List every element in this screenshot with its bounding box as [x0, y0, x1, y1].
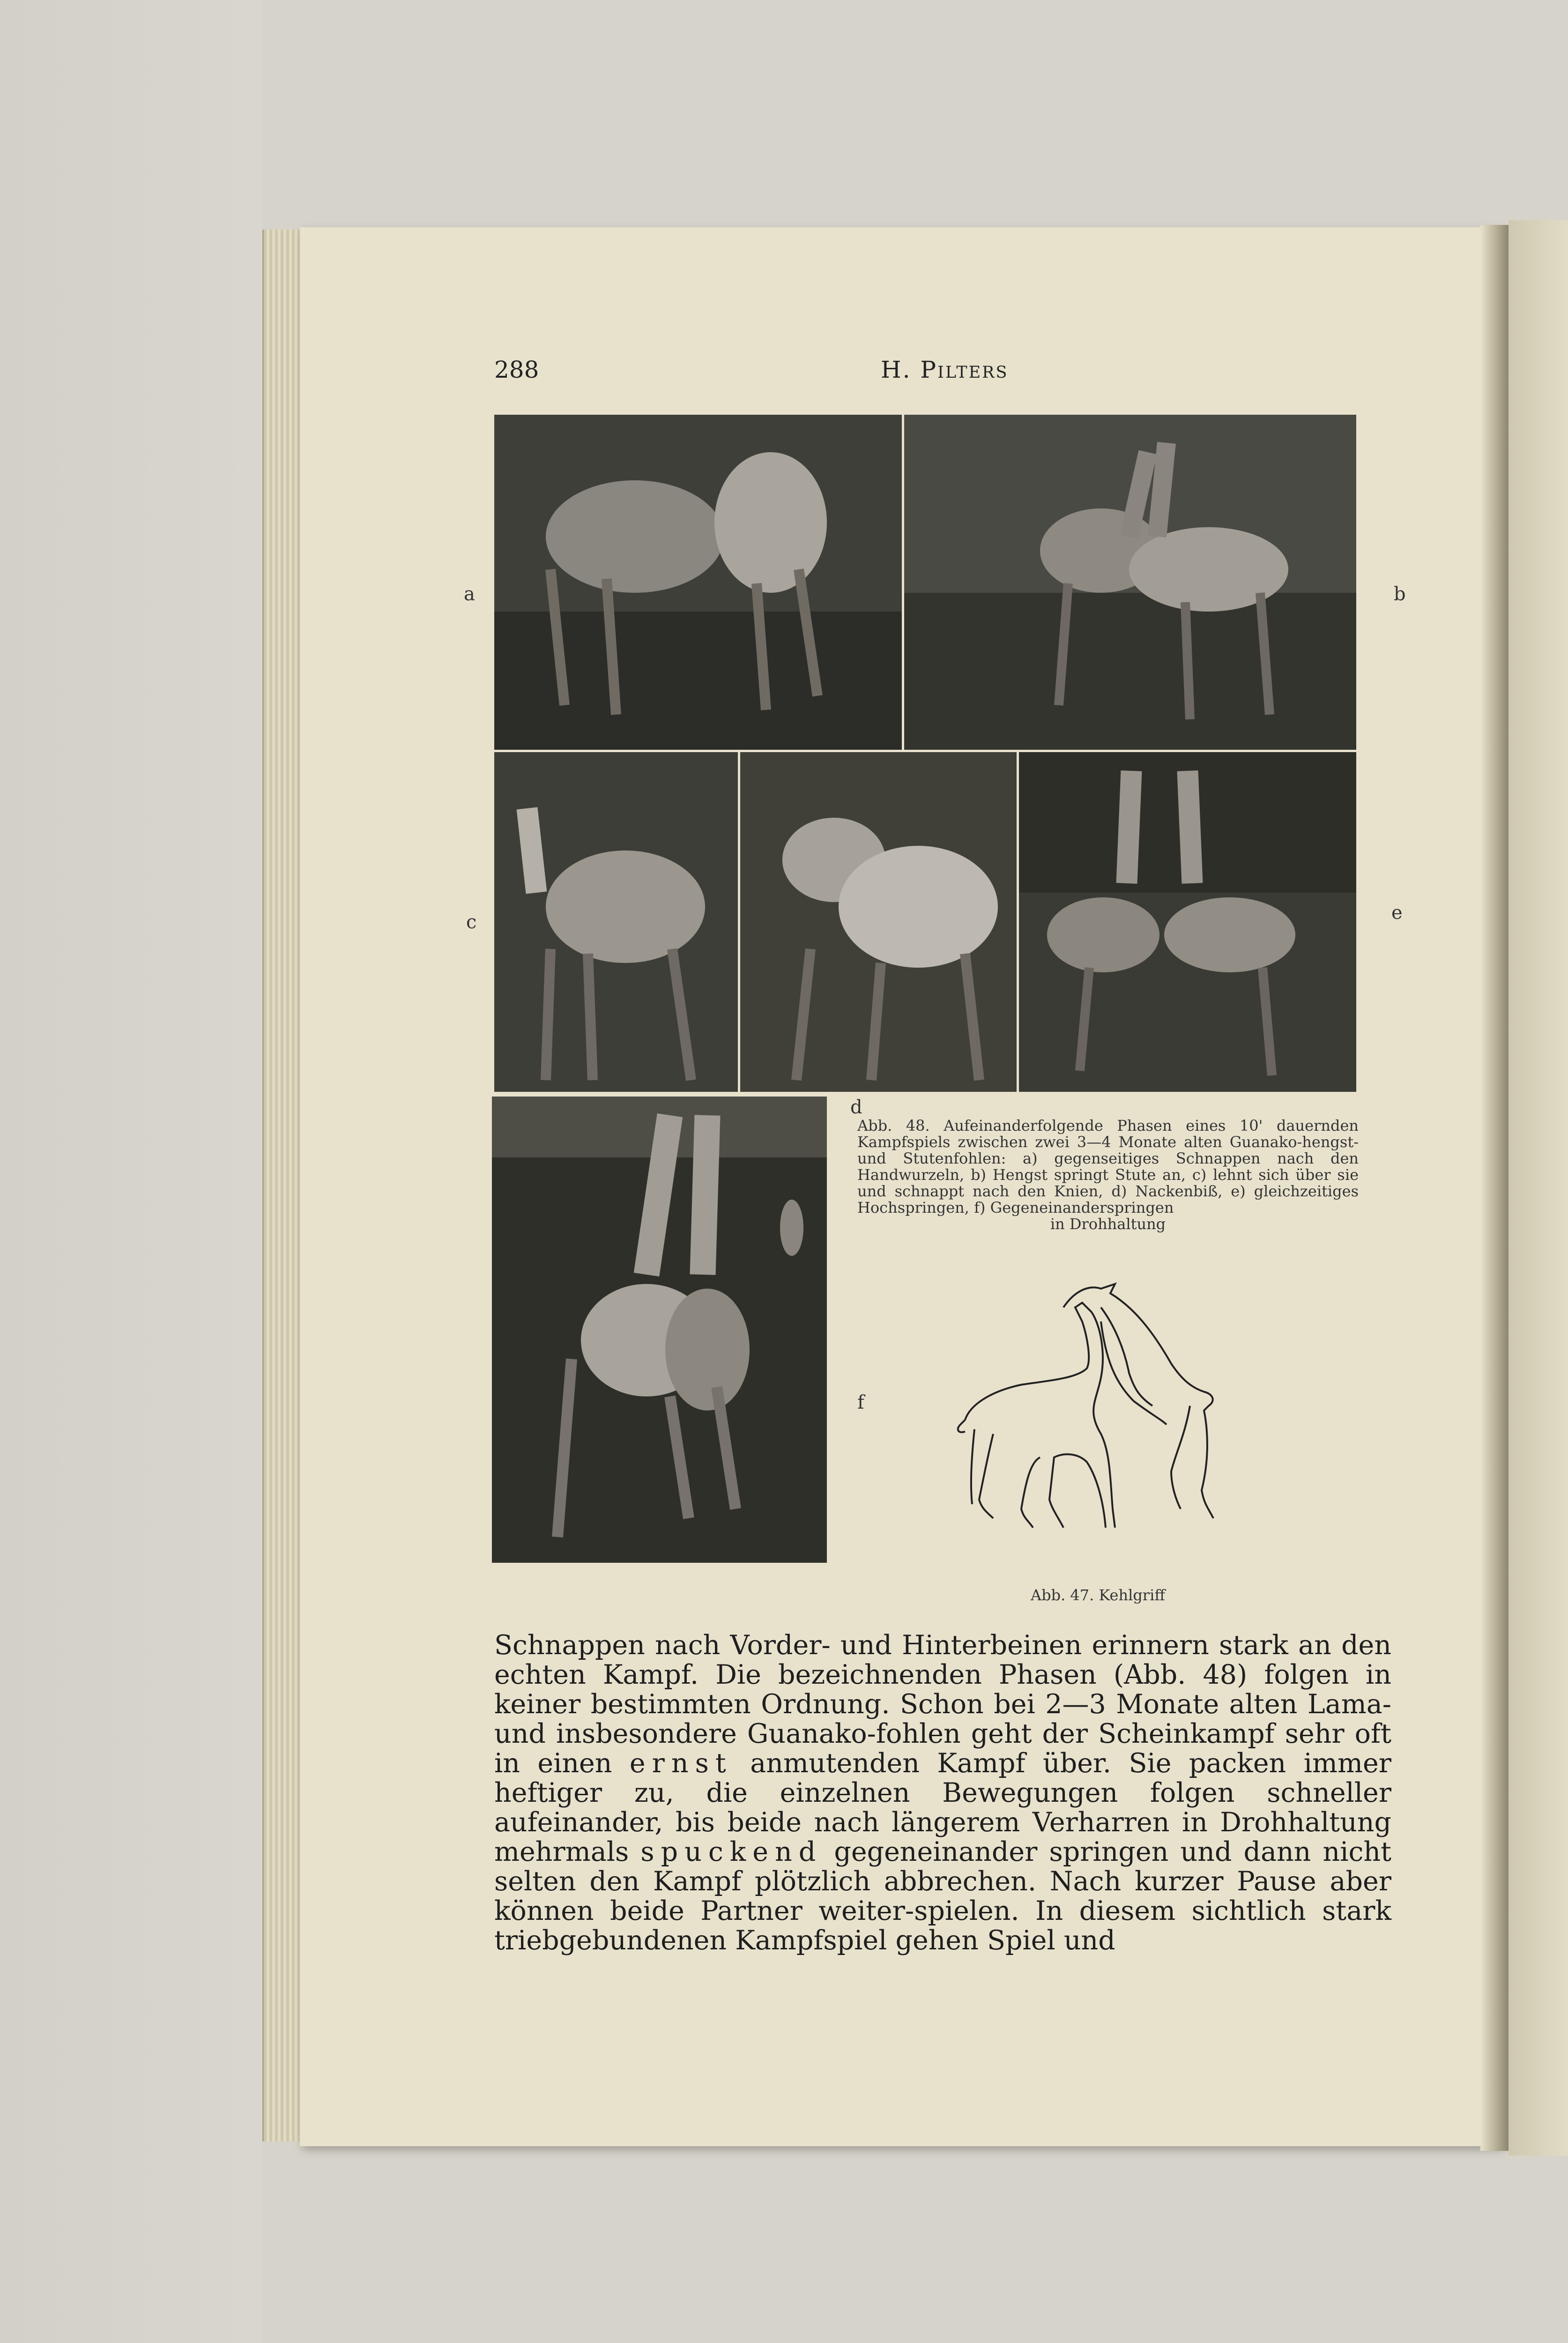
next-page-edge	[1509, 220, 1568, 2156]
figure-48-caption	[857, 1118, 1359, 1232]
photo-f	[492, 1097, 827, 1563]
label-b: b	[1394, 583, 1406, 605]
label-c: c	[466, 911, 477, 933]
label-f: f	[857, 1392, 864, 1413]
label-a: a	[464, 583, 475, 605]
photo-a	[494, 415, 902, 750]
label-e: e	[1391, 902, 1403, 924]
photo-e	[1019, 752, 1356, 1092]
body-text-part2: anmutenden Kampf über. Sie packen immer heftiger zu, die einzelnen Bewegungen folgen schneller aufeinander, bis beide nach längerem Verharren in Drohhaltung mehrmals	[494, 1748, 1391, 1867]
page-number: 288	[494, 356, 539, 383]
body-paragraph	[494, 1631, 1391, 1955]
figure-47-drawing	[946, 1265, 1260, 1565]
body-spaced-spuckend: spuckend	[640, 1836, 823, 1867]
body-text-part1: Schnappen nach Vorder- und Hinterbeinen erinnern stark an den echten Kampf. Die bezeichnenden Phasen (Abb. 48) folgen in keiner bestimmten Ordnung. Schon bei 2—3 Monate alten Lama- und insbesondere Guanako-fohlen geht der Scheinkampf sehr oft in einen	[494, 1630, 1391, 1779]
figure-47-caption: Abb. 47. Kehlgriff	[1031, 1586, 1166, 1604]
photo-d	[740, 752, 1017, 1092]
caption-48-text: Abb. 48. Aufeinanderfolgende Phasen eines 10' dauernden Kampfspiels zwischen zwei 3—4 Monate alten Guanako-hengst- und Stutenfohlen: a) gegenseitiges Schnappen nach den Handwurzeln, b) Hengst springt Stute an, c) lehnt sich über sie und schnappt nach den Knien, d) Nackenbiß, e) gleichzeitiges Hochspringen, f) Gegeneinanderspringen	[857, 1117, 1359, 1216]
body-text-part3: gegeneinander springen und dann nicht selten den Kampf plötzlich abbrechen. Nach kurzer Pause aber können beide Partner weiter-spielen. In diesem sichtlich stark triebgebundenen Kampfspiel gehen Spiel und	[494, 1836, 1391, 1956]
label-d: d	[850, 1097, 862, 1118]
caption-48-last-line: in Drohhaltung	[1050, 1215, 1166, 1233]
photo-b	[904, 415, 1356, 750]
body-spaced-ernst: ernst	[629, 1748, 733, 1779]
photo-c	[494, 752, 738, 1092]
book-gutter	[1480, 225, 1509, 2151]
background-left	[0, 0, 262, 2343]
running-title: H. Pilters	[881, 356, 1009, 383]
